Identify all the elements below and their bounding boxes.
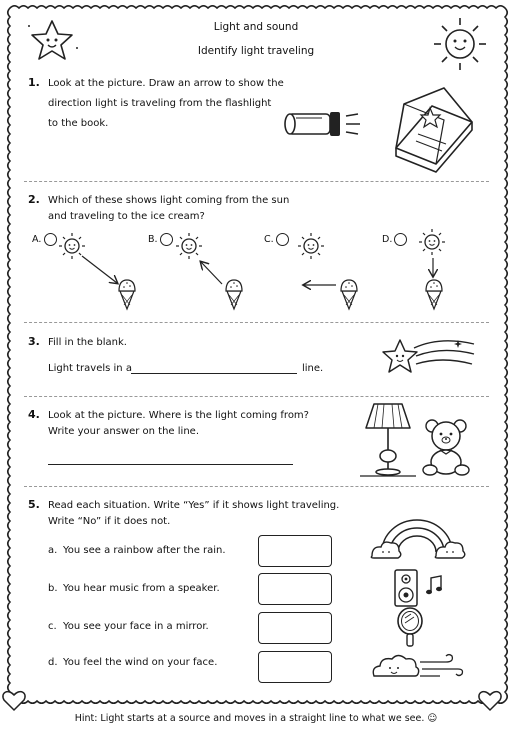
q5-item-c-text: You see your face in a mirror. [63,621,209,632]
q1-line-2: direction light is traveling from the flashlight [48,98,272,109]
q3-sentence-end: line. [302,363,324,374]
q3-answer-blank[interactable] [131,373,297,374]
heart-bottom-left-icon [3,692,25,710]
teddy-bear-icon [418,418,474,478]
q5-item-a-text: You see a rainbow after the rain. [63,545,226,556]
shooting-star-icon [380,334,480,382]
q5-answer-box-c[interactable] [258,612,332,644]
q2-option-b-label: B. [148,234,158,245]
q5-item-c-letter: c. [48,621,57,632]
mirror-icon [394,606,426,648]
q4-line-1: Look at the picture. Where is the light coming from? [48,410,309,421]
q5-number: 5. [28,498,40,511]
q2-line-2: and traveling to the ice cream? [48,211,205,222]
wind-cloud-icon [370,650,466,682]
speaker-icon [393,568,419,608]
heart-bottom-right-icon [479,692,501,710]
q1-number: 1. [28,76,40,89]
q4-line-2: Write your answer on the line. [48,426,199,437]
hint-text: Hint: Light starts at a source and moves in a straight line to what we see. ☺ [74,713,438,724]
q3-instruction: Fill in the blank. [48,337,127,348]
q5-answer-box-d[interactable] [258,651,332,683]
q1-line-3: to the book. [48,118,109,129]
music-note-icon [425,574,445,598]
q2-line-1: Which of these shows light coming from the sun [48,195,290,206]
q5-answer-box-a[interactable] [258,535,332,567]
page-title: Light and sound [213,21,299,33]
q2-option-a-label: A. [32,234,42,245]
q5-item-d-letter: d. [48,657,58,668]
q5-item-a-letter: a. [48,545,58,556]
section-divider-2 [24,322,489,323]
q2-diagrams [0,0,512,330]
q5-item-d-text: You feel the wind on your face. [63,657,218,668]
q2-option-d-label: D. [382,234,393,245]
q3-number: 3. [28,335,40,348]
page-subtitle: Identify light traveling [197,45,315,57]
q2-number: 2. [28,193,40,206]
section-divider-4 [24,486,489,487]
q4-number: 4. [28,408,40,421]
q1-line-1: Look at the picture. Draw an arrow to show the [48,78,284,89]
q3-sentence-start: Light travels in a [48,363,132,374]
section-divider-3 [24,396,489,397]
q5-item-b-text: You hear music from a speaker. [63,583,220,594]
lamp-icon [360,400,416,480]
q4-answer-line[interactable] [48,464,293,465]
q5-line-1: Read each situation. Write “Yes” if it shows light traveling. [48,500,340,511]
q5-line-2: Write “No” if it does not. [48,516,171,527]
q5-answer-box-b[interactable] [258,573,332,605]
q5-item-b-letter: b. [48,583,58,594]
rainbow-icon [370,512,464,562]
q2-option-c-label: C. [264,234,274,245]
